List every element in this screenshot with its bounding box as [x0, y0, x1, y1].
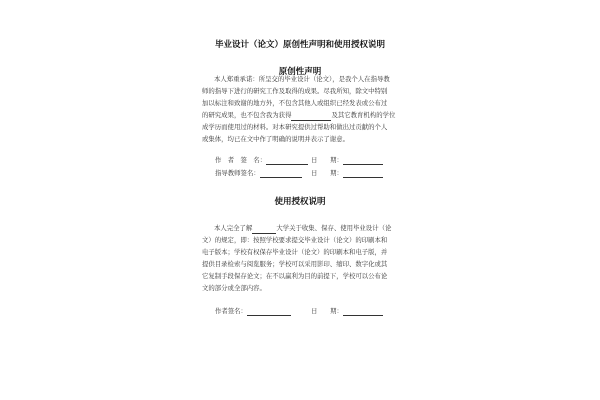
originality-line-1: 本人郑重承诺：所呈交的毕业设计（论文），是我个人在指导教: [214, 75, 390, 83]
authorization-line-5: 它复制手段保存论文；在不以赢利为目的前提下，学校可以公布论: [202, 272, 388, 281]
originality-line-4: [202, 109, 402, 121]
advisor-signature-row: [215, 168, 302, 178]
advisor-signature-line: [260, 169, 302, 178]
originality-line-4-end: 及其它教育机构的学位: [331, 111, 396, 120]
authorization-line-2: 文）的规定，即：按照学校要求提交毕业设计（论文）的印刷本和: [202, 236, 388, 245]
originality-heading: 原创性声明: [278, 67, 322, 77]
degree-blank: [291, 112, 331, 121]
authorization-date-label: 日 期：: [311, 307, 343, 315]
document-title: 毕业设计（论文）原创性声明和使用授权说明: [214, 40, 385, 50]
advisor-date-row: [311, 168, 383, 178]
authorization-author-row: [215, 306, 291, 316]
authorization-date-line: [343, 307, 383, 316]
author-signature-line: [266, 156, 308, 165]
originality-line-4-start: 的研究成果，也不包含我为获得: [202, 111, 292, 120]
authorization-line-3: 电子版本；学校有权保存毕业设计（论文）的印刷本和电子版，并: [202, 248, 388, 257]
author-signature-label: 作 者 签 名：: [215, 156, 267, 164]
originality-line-3: 加以标注和致谢的地方外，不包含其他人或组织已经发表或公布过: [202, 99, 388, 108]
authorization-author-label: 作者签名：: [215, 307, 247, 315]
author-date-label: 日 期：: [311, 156, 343, 164]
author-date-row: [311, 155, 383, 165]
authorization-author-line: [247, 307, 291, 316]
originality-line-5: 成学历而使用过的材料。对本研究提供过帮助和做出过贡献的个人: [202, 123, 388, 132]
author-signature-row: [215, 155, 308, 165]
authorization-heading: 使用授权说明: [274, 197, 326, 207]
authorization-line-1: [202, 222, 402, 234]
author-date-line: [343, 156, 383, 165]
advisor-date-label: 日 期：: [311, 169, 343, 177]
authorization-line-4: 提供目录检索与阅览服务；学校可以采用影印、缩印、数字化或其: [202, 260, 388, 269]
originality-paragraph: [202, 73, 402, 146]
authorization-line-1-start: 本人完全了解: [214, 224, 253, 232]
advisor-signature-label: 指导教师签名：: [215, 169, 260, 177]
authorization-line-6: 文的部分或全部内容。: [202, 284, 266, 293]
originality-line-6: 或集体，均已在文中作了明确的说明并表示了谢意。: [202, 135, 349, 144]
originality-line-2: 师的指导下进行的研究工作及取得的成果。尽我所知，除文中特别: [202, 87, 388, 96]
advisor-date-line: [343, 169, 383, 178]
authorization-paragraph: [202, 222, 402, 295]
authorization-line-1-end: 大学关于收集、保存、使用毕业设计（论: [276, 224, 392, 232]
university-blank: [252, 225, 276, 234]
authorization-date-row: [311, 306, 383, 316]
